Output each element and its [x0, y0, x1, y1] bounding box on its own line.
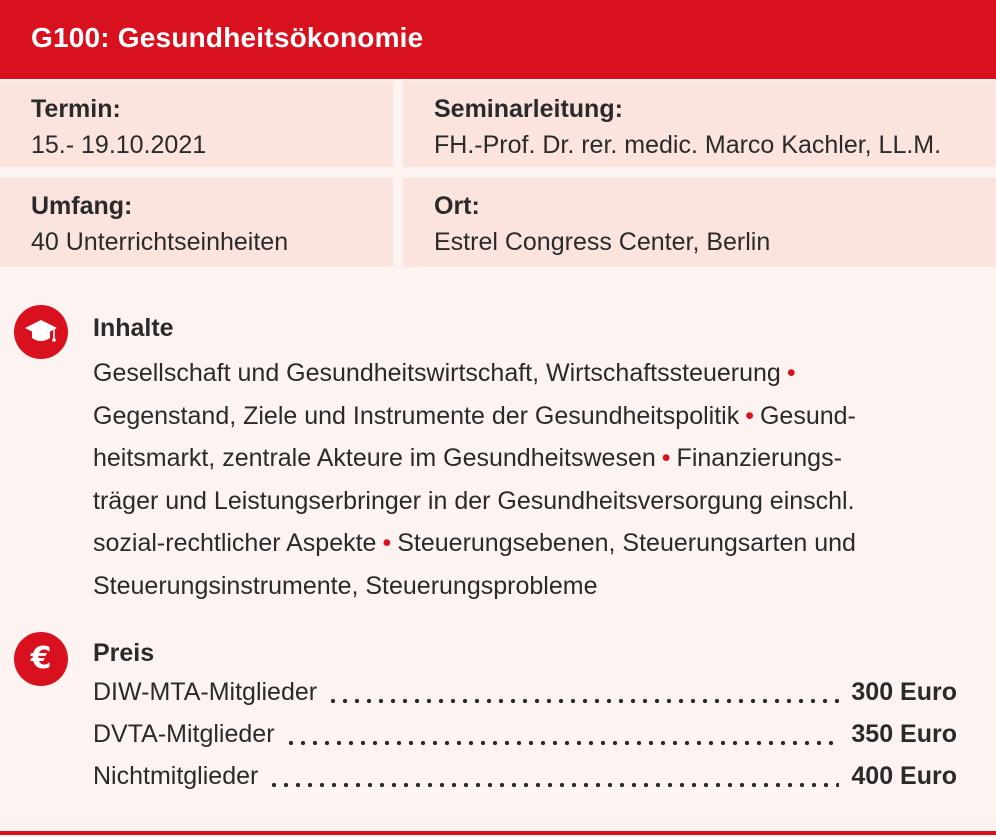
euro-icon: €: [14, 632, 68, 686]
inhalte-segment: Gesund-: [759, 401, 856, 430]
price-label: Nichtmitglieder: [93, 762, 259, 790]
inhalte-segment: sozial-rechtlicher Aspekte: [93, 529, 377, 557]
inhalte-segment: Steuerungsebenen, Steuerungsarten und: [397, 529, 856, 557]
dot-leader: [268, 782, 839, 788]
umfang-label: Umfang:: [31, 192, 133, 220]
price-row: [93, 678, 957, 712]
seminarleitung-cell: [403, 81, 996, 167]
bottom-divider: [0, 831, 996, 835]
seminarleitung-label: Seminarleitung:: [434, 95, 623, 123]
graduation-cap-icon: [14, 305, 68, 359]
price-value: 300 Euro: [851, 678, 957, 706]
inhalte-segment: Finanzierungs-: [676, 444, 842, 472]
inhalte-segment: Gesellschaft und Gesundheitswirtschaft, Wirtschaftssteuerung: [93, 359, 781, 387]
bullet-separator: •: [661, 444, 671, 472]
price-row: [93, 762, 957, 796]
umfang-cell: [0, 178, 393, 267]
inhalte-text: [93, 352, 973, 607]
price-label: DIW-MTA-Mitglieder: [93, 678, 318, 706]
price-value: 350 Euro: [851, 720, 957, 748]
inhalte-segment: Steuerungsinstrumente, Steuerungsprobleme: [93, 571, 598, 600]
inhalte-segment: Gegenstand, Ziele und Instrumente der Gesundheitspolitik: [93, 401, 740, 430]
price-value: 400 Euro: [851, 762, 957, 790]
dot-leader: [285, 740, 840, 746]
inhalte-segment: träger und Leistungserbringer in der Gesundheitsversorgung einschl.: [93, 486, 855, 515]
bullet-separator: •: [745, 401, 754, 430]
bullet-separator: •: [786, 359, 796, 387]
seminarleitung-value: FH.-Prof. Dr. rer. medic. Marco Kachler, LL.M.: [434, 131, 942, 159]
dot-leader: [327, 698, 839, 704]
header-bar: [0, 0, 996, 79]
termin-label: Termin:: [31, 95, 121, 123]
price-row: [93, 720, 957, 754]
inhalte-segment: heitsmarkt, zentrale Akteure im Gesundheitswesen: [93, 444, 656, 472]
inhalte-title: Inhalte: [93, 314, 174, 342]
ort-label: Ort:: [434, 192, 480, 220]
ort-cell: [403, 178, 996, 267]
ort-value: Estrel Congress Center, Berlin: [434, 228, 771, 256]
termin-value: 15.- 19.10.2021: [31, 131, 207, 159]
price-label: DVTA-Mitglieder: [93, 720, 275, 748]
bullet-separator: •: [382, 529, 392, 557]
preis-title: Preis: [93, 639, 155, 667]
termin-cell: [0, 81, 393, 167]
course-title: G100: Gesundheitsökonomie: [31, 22, 424, 53]
umfang-value: 40 Unterrichtseinheiten: [31, 228, 289, 256]
